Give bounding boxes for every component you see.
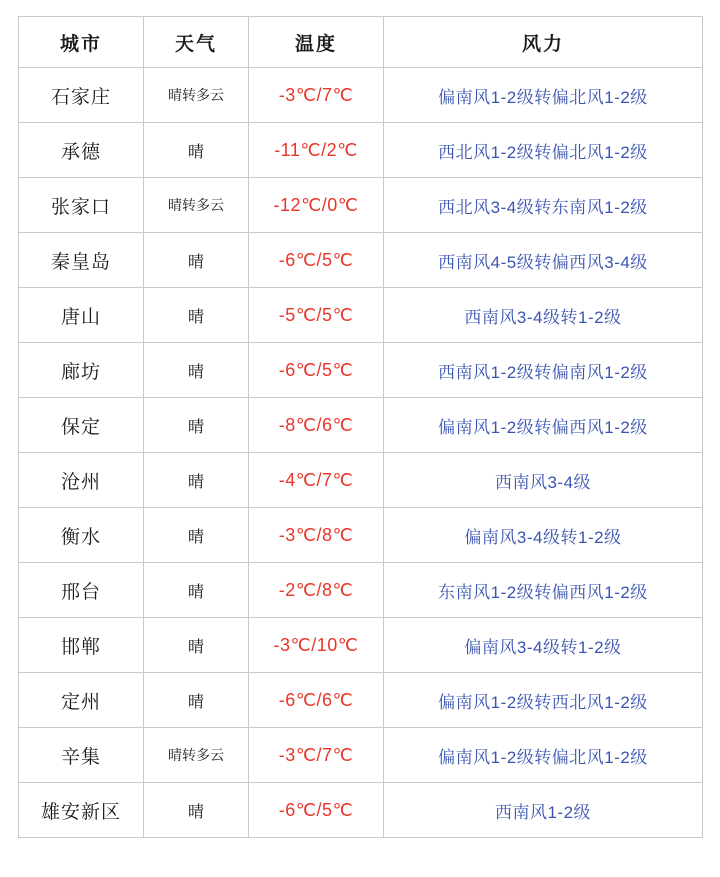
cell-weather: 晴 <box>144 343 249 398</box>
cell-city: 廊坊 <box>19 343 144 398</box>
cell-weather: 晴 <box>144 618 249 673</box>
cell-weather: 晴转多云 <box>144 68 249 123</box>
cell-city: 雄安新区 <box>19 783 144 838</box>
cell-city: 辛集 <box>19 728 144 783</box>
cell-weather: 晴 <box>144 783 249 838</box>
cell-city: 定州 <box>19 673 144 728</box>
table-row <box>19 68 703 123</box>
cell-temperature: -11℃/2℃ <box>249 123 384 178</box>
cell-weather: 晴 <box>144 233 249 288</box>
cell-wind: 西南风3-4级转1-2级 <box>384 288 703 343</box>
table-row <box>19 453 703 508</box>
cell-temperature: -6℃/5℃ <box>249 233 384 288</box>
cell-weather: 晴 <box>144 288 249 343</box>
cell-wind: 偏南风1-2级转偏北风1-2级 <box>384 728 703 783</box>
cell-wind: 偏南风3-4级转1-2级 <box>384 618 703 673</box>
cell-wind: 东南风1-2级转偏西风1-2级 <box>384 563 703 618</box>
cell-weather: 晴 <box>144 123 249 178</box>
cell-temperature: -12℃/0℃ <box>249 178 384 233</box>
table-row <box>19 178 703 233</box>
table-row <box>19 783 703 838</box>
cell-wind: 偏南风1-2级转西北风1-2级 <box>384 673 703 728</box>
cell-temperature: -6℃/5℃ <box>249 783 384 838</box>
cell-wind: 偏南风1-2级转偏西风1-2级 <box>384 398 703 453</box>
cell-temperature: -4℃/7℃ <box>249 453 384 508</box>
cell-city: 秦皇岛 <box>19 233 144 288</box>
table-row <box>19 673 703 728</box>
column-header-temp: 温度 <box>249 17 384 68</box>
cell-city: 邯郸 <box>19 618 144 673</box>
cell-wind: 西南风1-2级转偏南风1-2级 <box>384 343 703 398</box>
cell-temperature: -2℃/8℃ <box>249 563 384 618</box>
cell-weather: 晴 <box>144 563 249 618</box>
table-header-row <box>19 17 703 68</box>
cell-city: 张家口 <box>19 178 144 233</box>
cell-city: 邢台 <box>19 563 144 618</box>
table-header <box>19 17 703 68</box>
table-row <box>19 508 703 563</box>
column-header-wind: 风力 <box>384 17 703 68</box>
cell-city: 保定 <box>19 398 144 453</box>
cell-wind: 西南风4-5级转偏西风3-4级 <box>384 233 703 288</box>
cell-wind: 偏南风1-2级转偏北风1-2级 <box>384 68 703 123</box>
cell-temperature: -3℃/7℃ <box>249 728 384 783</box>
cell-temperature: -3℃/10℃ <box>249 618 384 673</box>
cell-weather: 晴转多云 <box>144 178 249 233</box>
table-row <box>19 728 703 783</box>
table-row <box>19 288 703 343</box>
cell-temperature: -8℃/6℃ <box>249 398 384 453</box>
cell-city: 衡水 <box>19 508 144 563</box>
weather-table <box>18 16 703 838</box>
cell-wind: 西北风1-2级转偏北风1-2级 <box>384 123 703 178</box>
table-row <box>19 398 703 453</box>
cell-weather: 晴 <box>144 508 249 563</box>
cell-temperature: -6℃/5℃ <box>249 343 384 398</box>
table-row <box>19 618 703 673</box>
cell-temperature: -3℃/8℃ <box>249 508 384 563</box>
cell-temperature: -6℃/6℃ <box>249 673 384 728</box>
column-header-city: 城市 <box>19 17 144 68</box>
cell-wind: 西北风3-4级转东南风1-2级 <box>384 178 703 233</box>
cell-weather: 晴 <box>144 398 249 453</box>
cell-temperature: -5℃/5℃ <box>249 288 384 343</box>
table-row <box>19 563 703 618</box>
cell-weather: 晴转多云 <box>144 728 249 783</box>
cell-city: 沧州 <box>19 453 144 508</box>
cell-wind: 西南风3-4级 <box>384 453 703 508</box>
cell-city: 承德 <box>19 123 144 178</box>
cell-city: 唐山 <box>19 288 144 343</box>
cell-wind: 偏南风3-4级转1-2级 <box>384 508 703 563</box>
table-row <box>19 123 703 178</box>
cell-wind: 西南风1-2级 <box>384 783 703 838</box>
table-body <box>19 68 703 838</box>
cell-city: 石家庄 <box>19 68 144 123</box>
column-header-weather: 天气 <box>144 17 249 68</box>
cell-weather: 晴 <box>144 673 249 728</box>
cell-weather: 晴 <box>144 453 249 508</box>
table-row <box>19 233 703 288</box>
cell-temperature: -3℃/7℃ <box>249 68 384 123</box>
table-row <box>19 343 703 398</box>
